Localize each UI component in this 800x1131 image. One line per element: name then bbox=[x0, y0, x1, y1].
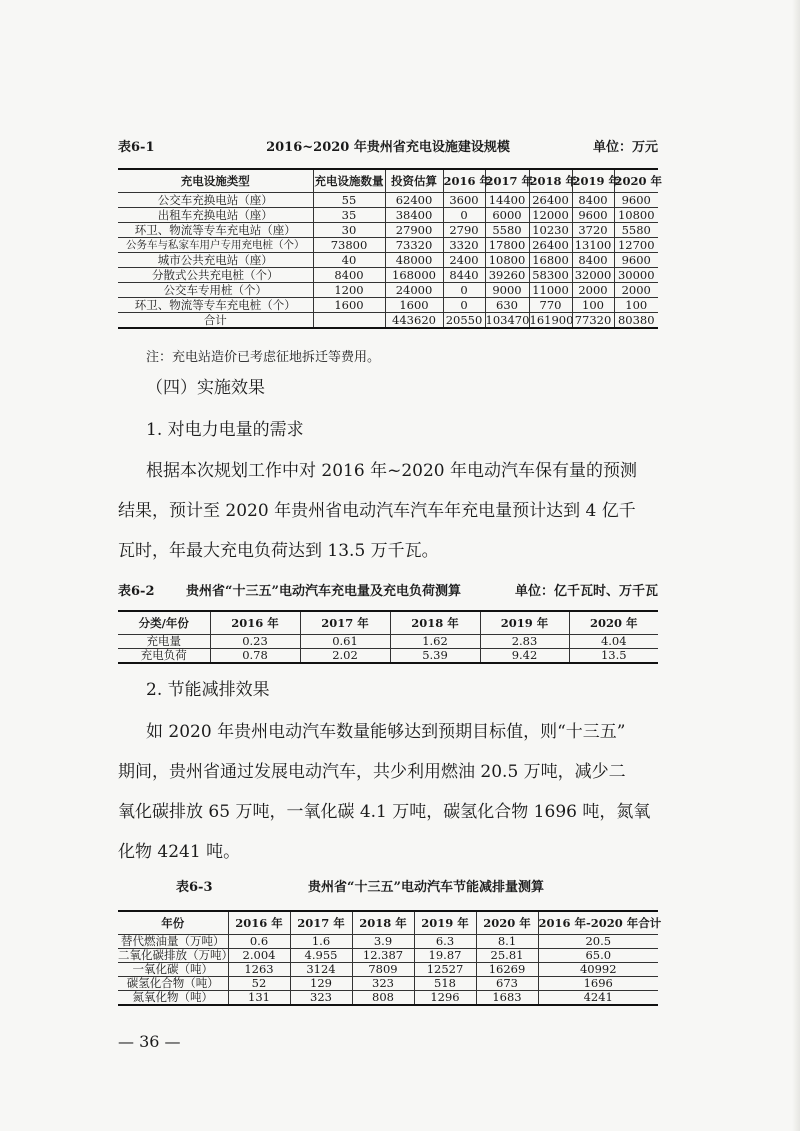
table-cell: 4241 bbox=[538, 991, 658, 1006]
paragraph2-line: 化物 4241 吨。 bbox=[118, 842, 241, 862]
table1-header: 充电设施数量 bbox=[313, 169, 385, 193]
table-row bbox=[118, 253, 658, 268]
table-cell: 16800 bbox=[529, 253, 572, 268]
table-cell: 2790 bbox=[443, 223, 485, 238]
table1-header: 投资估算 bbox=[385, 169, 443, 193]
table-cell: 0.61 bbox=[300, 635, 390, 649]
table2 bbox=[118, 610, 658, 664]
table-cell: 5.39 bbox=[390, 649, 480, 664]
table-cell: 673 bbox=[476, 977, 538, 991]
table-cell: 6.3 bbox=[414, 935, 476, 949]
table-cell: 30 bbox=[313, 223, 385, 238]
table-cell: 6000 bbox=[485, 208, 529, 223]
table3-header-row bbox=[118, 911, 658, 935]
table-cell: 替代燃油量（万吨） bbox=[118, 935, 228, 949]
table-cell: 12000 bbox=[529, 208, 572, 223]
table-cell: 4.04 bbox=[569, 635, 658, 649]
table1-unit: 单位：万元 bbox=[592, 140, 658, 155]
table-cell: 13.5 bbox=[569, 649, 658, 664]
table-cell: 12700 bbox=[614, 238, 658, 253]
table-cell: 9.42 bbox=[480, 649, 569, 664]
table3-header: 2016 年 bbox=[228, 911, 290, 935]
table-cell: 合计 bbox=[118, 313, 313, 329]
table1-header-row bbox=[118, 169, 658, 193]
table-cell: 62400 bbox=[385, 193, 443, 208]
table-row bbox=[118, 193, 658, 208]
table-cell: 129 bbox=[290, 977, 352, 991]
table-row bbox=[118, 949, 658, 963]
table-cell: 131 bbox=[228, 991, 290, 1006]
table-cell: 3720 bbox=[572, 223, 614, 238]
page-edge bbox=[792, 0, 800, 1131]
table-cell: 55 bbox=[313, 193, 385, 208]
table-cell: 0 bbox=[443, 208, 485, 223]
paragraph1-line: 结果，预计至 2020 年贵州省电动汽车汽车年充电量预计达到 4 亿千 bbox=[118, 501, 636, 521]
table3-header: 年份 bbox=[118, 911, 228, 935]
table-cell: 65.0 bbox=[538, 949, 658, 963]
table-cell: 25.81 bbox=[476, 949, 538, 963]
table-cell: 100 bbox=[572, 298, 614, 313]
table-cell: 2400 bbox=[443, 253, 485, 268]
table3-header: 2016 年-2020 年合计 bbox=[538, 911, 658, 935]
table3-header: 2018 年 bbox=[352, 911, 414, 935]
table-cell: 80380 bbox=[614, 313, 658, 329]
table-cell: 8.1 bbox=[476, 935, 538, 949]
table-cell: 10800 bbox=[614, 208, 658, 223]
table-cell: 0 bbox=[443, 283, 485, 298]
paragraph1-line: 瓦时，年最大充电负荷达到 13.5 万千瓦。 bbox=[118, 541, 439, 561]
table1-title: 2016~2020 年贵州省充电设施建设规模 bbox=[266, 140, 510, 155]
table1-note: 注：充电站造价已考虑征地拆迁等费用。 bbox=[146, 350, 381, 365]
table1-caption bbox=[118, 138, 658, 158]
table-cell: 16269 bbox=[476, 963, 538, 977]
table-cell: 35 bbox=[313, 208, 385, 223]
table2-header: 2019 年 bbox=[480, 611, 569, 635]
table-cell: 3124 bbox=[290, 963, 352, 977]
paragraph1-line: 根据本次规划工作中对 2016 年~2020 年电动汽车保有量的预测 bbox=[146, 461, 637, 481]
table-cell: 48000 bbox=[385, 253, 443, 268]
table1 bbox=[118, 168, 663, 329]
table-cell: 1696 bbox=[538, 977, 658, 991]
table-cell: 8440 bbox=[443, 268, 485, 283]
table-cell: 12527 bbox=[414, 963, 476, 977]
table-cell: 2.83 bbox=[480, 635, 569, 649]
table-cell: 环卫、物流等专车充电站（座） bbox=[118, 223, 313, 238]
table-cell: 5580 bbox=[614, 223, 658, 238]
table-cell: 1.62 bbox=[390, 635, 480, 649]
table-cell: 3320 bbox=[443, 238, 485, 253]
table-cell: 2000 bbox=[614, 283, 658, 298]
table-cell: 0.6 bbox=[228, 935, 290, 949]
table3-header: 2020 年 bbox=[476, 911, 538, 935]
table2-header-row bbox=[118, 611, 658, 635]
table3-caption bbox=[118, 878, 658, 898]
table-cell: 11000 bbox=[529, 283, 572, 298]
table-cell: 161900 bbox=[529, 313, 574, 327]
table-cell: 14400 bbox=[485, 193, 529, 208]
table-cell: 19.87 bbox=[414, 949, 476, 963]
table-cell: 168000 bbox=[385, 268, 443, 283]
table-cell: 27900 bbox=[385, 223, 443, 238]
table-cell: 77320 bbox=[572, 313, 614, 329]
table-cell: 13100 bbox=[572, 238, 614, 253]
table2-header: 2018 年 bbox=[390, 611, 480, 635]
table-cell: 一氧化碳（吨） bbox=[118, 963, 228, 977]
table2-title: 贵州省“十三五”电动汽车充电量及充电负荷测算 bbox=[186, 584, 461, 599]
table1-header: 2019 年 bbox=[572, 169, 614, 193]
paragraph2-line: 氧化碳排放 65 万吨，一氧化碳 4.1 万吨，碳氢化合物 1696 吨，氮氧 bbox=[118, 802, 651, 822]
table-cell: 1600 bbox=[385, 298, 443, 313]
table-cell: 32000 bbox=[572, 268, 614, 283]
table-row bbox=[118, 283, 658, 298]
subsection-heading-1: 1. 对电力电量的需求 bbox=[146, 420, 304, 440]
table-cell: 2000 bbox=[572, 283, 614, 298]
table-cell: 0.78 bbox=[210, 649, 300, 664]
table-cell: 58300 bbox=[529, 268, 572, 283]
table-row bbox=[118, 963, 658, 977]
table3-header: 2017 年 bbox=[290, 911, 352, 935]
table-cell: 8400 bbox=[572, 193, 614, 208]
table-cell: 9600 bbox=[614, 193, 658, 208]
table-cell: 30000 bbox=[614, 268, 658, 283]
section-heading: （四）实施效果 bbox=[146, 378, 265, 398]
table-cell: 8400 bbox=[313, 268, 385, 283]
table2-number: 表6-2 bbox=[118, 584, 155, 599]
table-cell: 40992 bbox=[538, 963, 658, 977]
table1-header: 充电设施类型 bbox=[118, 169, 313, 193]
table-row bbox=[118, 977, 658, 991]
table-row bbox=[118, 268, 658, 283]
table-cell: 7809 bbox=[352, 963, 414, 977]
table1-header: 2017 年 bbox=[485, 169, 529, 193]
table-cell: 氮氧化物（吨） bbox=[118, 991, 228, 1006]
table-cell: 12.387 bbox=[352, 949, 414, 963]
table-cell: 443620 bbox=[385, 313, 443, 329]
table-row bbox=[118, 238, 658, 253]
table3-header: 2019 年 bbox=[414, 911, 476, 935]
table2-header: 分类/年份 bbox=[118, 611, 210, 635]
table-row bbox=[118, 208, 658, 223]
table-cell: 808 bbox=[352, 991, 414, 1006]
table-cell: 630 bbox=[485, 298, 529, 313]
table-cell: 公务车与私家车用户专用充电桩（个） bbox=[118, 238, 313, 253]
table-cell: 城市公共充电站（座） bbox=[118, 253, 313, 268]
table-total-row bbox=[118, 313, 658, 329]
paragraph2-line: 如 2020 年贵州电动汽车数量能够达到预期目标值，则“十三五” bbox=[146, 722, 626, 742]
table-cell: 40 bbox=[313, 253, 385, 268]
table2-header: 2020 年 bbox=[569, 611, 658, 635]
table-cell: 20.5 bbox=[538, 935, 658, 949]
table-cell: 公交车专用桩（个） bbox=[118, 283, 313, 298]
table1-number: 表6-1 bbox=[118, 140, 155, 155]
table-cell: 518 bbox=[414, 977, 476, 991]
table-row bbox=[118, 223, 658, 238]
paragraph2-line: 期间，贵州省通过发展电动汽车，共少利用燃油 20.5 万吨，减少二 bbox=[118, 762, 626, 782]
page-number: — 36 — bbox=[118, 1032, 181, 1051]
table-cell: 1.6 bbox=[290, 935, 352, 949]
table-row bbox=[118, 635, 658, 649]
table-cell: 10800 bbox=[485, 253, 529, 268]
table-cell: 26400 bbox=[529, 193, 572, 208]
table-cell: 20550 bbox=[443, 313, 485, 329]
table-cell: 0.23 bbox=[210, 635, 300, 649]
table-cell: 出租车充换电站（座） bbox=[118, 208, 313, 223]
table-row bbox=[118, 991, 658, 1006]
table-cell: 分散式公共充电桩（个） bbox=[118, 268, 313, 283]
table-cell: 103470 bbox=[485, 313, 530, 327]
table-cell: 770 bbox=[529, 298, 572, 313]
table-cell: 17800 bbox=[485, 238, 529, 253]
table2-header: 2017 年 bbox=[300, 611, 390, 635]
table-cell: 1296 bbox=[414, 991, 476, 1006]
table-cell: 73320 bbox=[385, 238, 443, 253]
table3-number: 表6-3 bbox=[176, 880, 213, 895]
table-cell: 1263 bbox=[228, 963, 290, 977]
table-cell: 3.9 bbox=[352, 935, 414, 949]
table-cell: 38400 bbox=[385, 208, 443, 223]
table1-header: 2016 年 bbox=[443, 169, 485, 193]
table-cell: 环卫、物流等专车充电桩（个） bbox=[118, 298, 313, 313]
table-cell: 52 bbox=[228, 977, 290, 991]
table-cell: 24000 bbox=[385, 283, 443, 298]
table1-header: 2020 年 bbox=[614, 169, 658, 193]
table3-title: 贵州省“十三五”电动汽车节能减排量测算 bbox=[308, 880, 544, 895]
table2-header: 2016 年 bbox=[210, 611, 300, 635]
table-cell: 1683 bbox=[476, 991, 538, 1006]
table-cell: 323 bbox=[290, 991, 352, 1006]
table-row bbox=[118, 649, 658, 664]
table-cell: 39260 bbox=[485, 268, 529, 283]
table-cell bbox=[313, 313, 385, 329]
table-cell: 9600 bbox=[614, 253, 658, 268]
table-cell: 0 bbox=[443, 298, 485, 313]
table-cell: 公交车充换电站（座） bbox=[118, 193, 313, 208]
table-cell: 2.02 bbox=[300, 649, 390, 664]
table-row bbox=[118, 298, 658, 313]
table-cell: 2.004 bbox=[228, 949, 290, 963]
table-cell: 1200 bbox=[313, 283, 385, 298]
table-cell: 充电量 bbox=[118, 635, 210, 649]
table-cell: 二氧化碳排放（万吨） bbox=[118, 948, 233, 962]
table-cell: 充电负荷 bbox=[118, 649, 210, 664]
table1-header: 2018 年 bbox=[529, 169, 572, 193]
table-cell: 323 bbox=[352, 977, 414, 991]
table-cell: 9000 bbox=[485, 283, 529, 298]
table-cell: 5580 bbox=[485, 223, 529, 238]
table-cell: 1600 bbox=[313, 298, 385, 313]
table-cell: 3600 bbox=[443, 193, 485, 208]
table-cell: 26400 bbox=[529, 238, 572, 253]
table-cell: 73800 bbox=[313, 238, 385, 253]
table-cell: 碳氢化合物（吨） bbox=[118, 977, 228, 991]
table-cell: 10230 bbox=[529, 223, 572, 238]
subsection-heading-2: 2. 节能减排效果 bbox=[146, 680, 270, 700]
table2-caption bbox=[118, 582, 658, 602]
table-row bbox=[118, 935, 658, 949]
table3 bbox=[118, 910, 662, 1006]
table2-unit: 单位：亿千瓦时、万千瓦 bbox=[514, 584, 658, 599]
table-cell: 100 bbox=[614, 298, 658, 313]
table-cell: 4.955 bbox=[290, 949, 352, 963]
table-cell: 9600 bbox=[572, 208, 614, 223]
table-cell: 8400 bbox=[572, 253, 614, 268]
